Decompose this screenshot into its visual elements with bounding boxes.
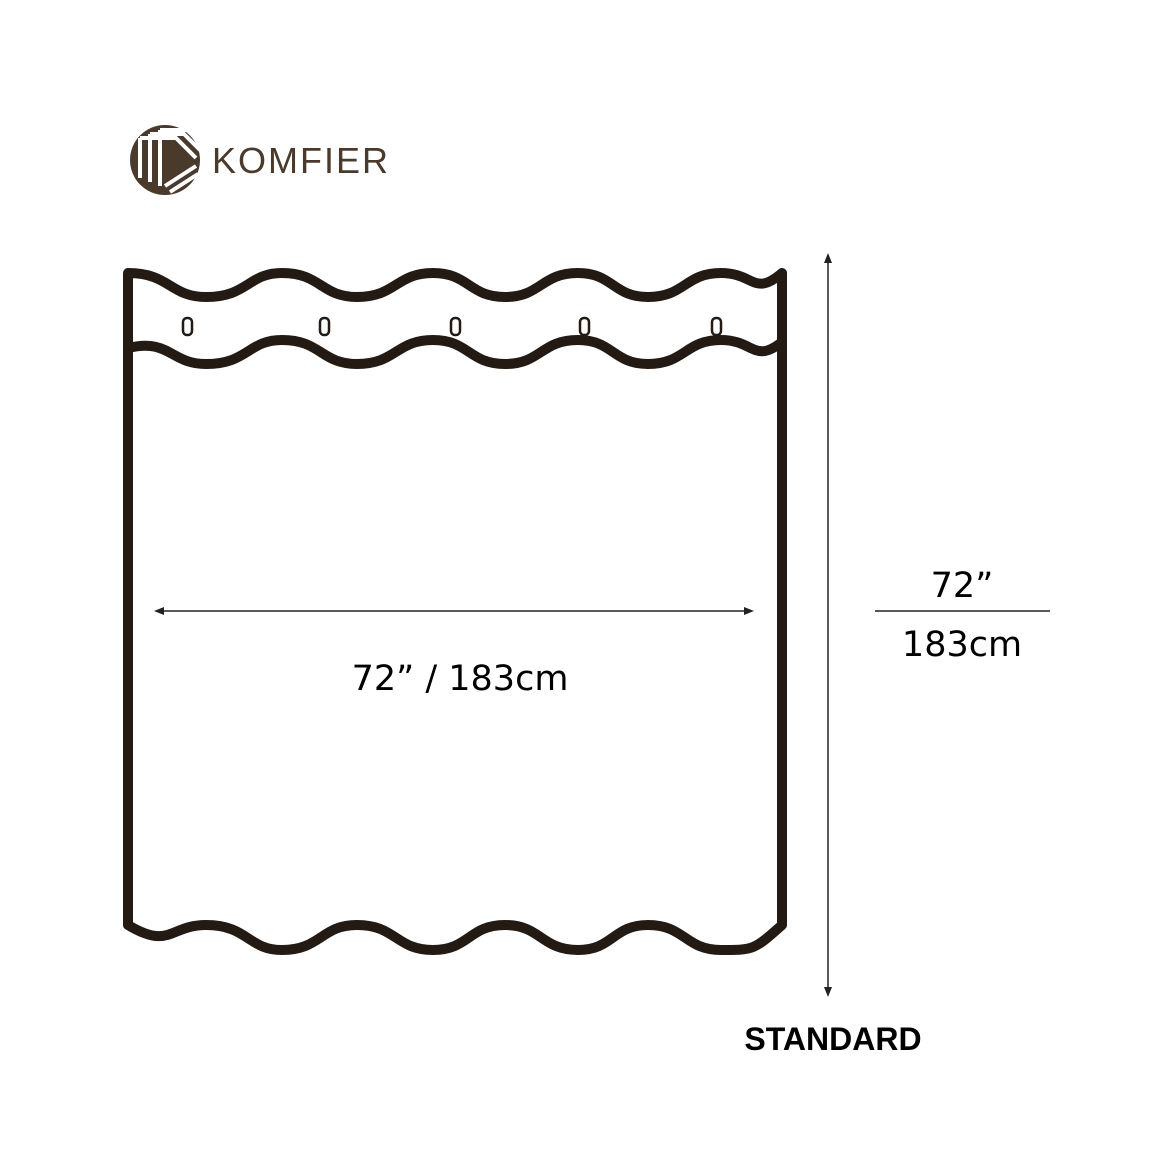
arrow-left-icon [154,607,164,615]
arrow-down-icon [824,987,832,997]
width-label: 72” / 183cm [351,659,569,699]
brand-name: KOMFIER [212,140,391,181]
header-band-wave [128,340,782,364]
height-arrow [824,253,832,997]
komfier-logo-icon [130,125,200,195]
height-inches: 72” [930,566,994,606]
grommet [451,318,460,335]
width-arrow [154,607,754,615]
grommet [183,318,192,335]
grommet [580,318,589,335]
grommets [183,318,721,335]
arrow-right-icon [744,607,754,615]
arrow-up-icon [824,253,832,263]
size-label: STANDARD [744,1021,922,1057]
height-cm: 183cm [901,625,1023,665]
grommet [320,318,329,335]
grommet [712,318,721,335]
height-label [875,566,1050,665]
brand-logo [130,125,390,195]
